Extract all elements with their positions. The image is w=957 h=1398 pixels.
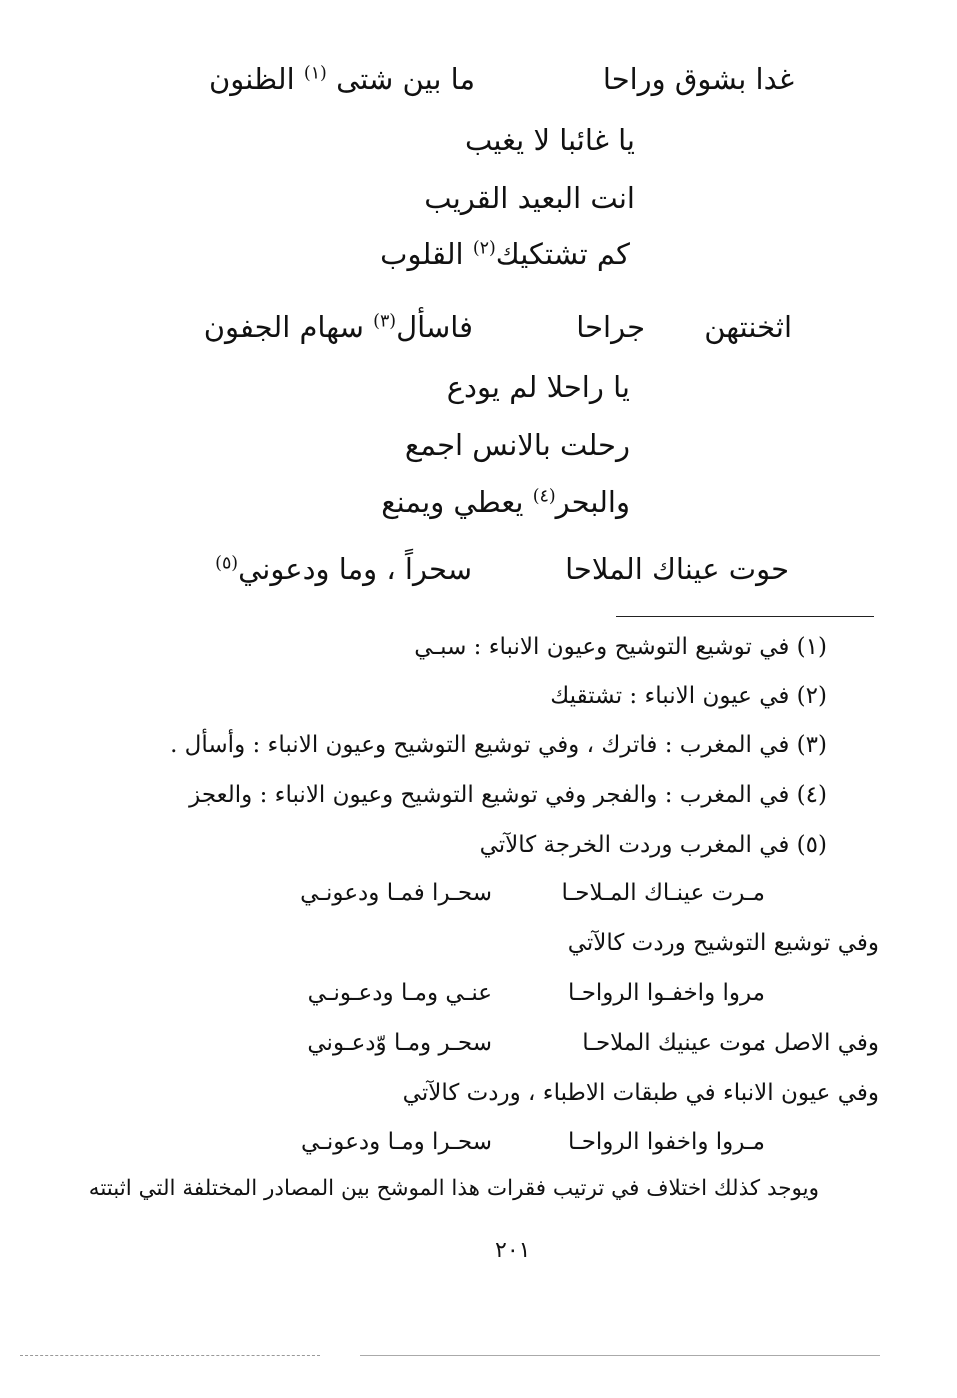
poem-line-8-b: يعطي ويمنع xyxy=(381,485,524,519)
variant-1-right: مـرت عينـاك المـلاحـا xyxy=(561,880,765,906)
poem-line-4-b: القلوب xyxy=(380,237,464,271)
footnote-3: (٣) في المغرب : فاترك ، وفي توشيع التوشيح وعيون الانباء : وأسأل . xyxy=(170,732,827,758)
verse-2-right: اثخنتهن xyxy=(704,310,792,344)
verse-2-left xyxy=(204,310,473,344)
poem-line-2: يا غائبا لا يغيب xyxy=(464,123,635,157)
footnote-para-1: وفي توشيع التوشيح وردت كالآتي xyxy=(567,930,879,956)
verse-1-left xyxy=(209,62,475,96)
poem-line-6: يا راحلا لم يودع xyxy=(446,370,630,404)
footnote-para-3: وفي عيون الانباء في طبقات الاطباء ، وردت كالآتي xyxy=(402,1080,879,1106)
verse-1-right: غدا بشوق وراحا xyxy=(602,62,794,96)
footnote-para-2-a: وفي الاصل : xyxy=(758,1030,879,1056)
variant-1-left: سحـرا فمـا ودعونـي xyxy=(300,880,492,906)
variant-4-left: سحـرا ومـا ودعونـي xyxy=(301,1129,492,1155)
footnote-2: (٢) في عيون الانباء : تشتقيك xyxy=(550,683,827,709)
footnote-mark-5: (٥) xyxy=(215,553,239,574)
poem-line-4 xyxy=(380,237,630,271)
poem-line-8-a: والبحر xyxy=(555,485,630,519)
poem-line-4-a: كم تشتكيك xyxy=(495,237,630,271)
variant-4-right: مـروا واخفوا الرواحـا xyxy=(567,1129,765,1155)
footnote-mark-4: (٤) xyxy=(532,486,556,507)
variant-2-right: مروا واخفـوا الرواحـا xyxy=(567,980,765,1006)
page-number: ٢٠١ xyxy=(495,1238,531,1263)
footnote-5: (٥) في المغرب وردت الخرجة كالآتي xyxy=(479,832,827,858)
footnote-4: (٤) في المغرب : والفجر وفي توشيع التوشيح وعيون الانباء : والعجز xyxy=(189,782,827,808)
poem-line-8 xyxy=(381,485,630,519)
poem-line-7: رحلت بالانس اجمع xyxy=(404,428,630,462)
footnote-para-2-b: موت عينيك الملاحـا xyxy=(582,1030,765,1056)
footnote-para-4: ويوجد كذلك اختلاف في ترتيب فقرات هذا الموشح بين المصادر المختلفة التي اثبتته xyxy=(88,1176,819,1201)
verse-3-left xyxy=(215,552,472,586)
scan-edge-line-left xyxy=(20,1355,320,1356)
verse-1-left-text: ما بين شتى xyxy=(336,62,475,96)
poem-line-3: انت البعيد القريب xyxy=(424,181,635,215)
footnote-separator xyxy=(616,616,874,617)
scan-edge-line-right xyxy=(360,1355,880,1356)
footnote-mark-3: (٣) xyxy=(373,311,397,332)
verse-1-left-tail: الظنون xyxy=(208,62,295,96)
variant-3-left: سحـر ومـا وّدعـوني xyxy=(307,1030,492,1056)
footnote-1: (١) في توشيع التوشيح وعيون الانباء : سبـي xyxy=(414,634,827,660)
verse-3-left-a: سحراً ، وما ودعوني xyxy=(238,552,472,586)
verse-2-left-b: سهام الجفون xyxy=(203,310,364,344)
verse-3-right: حوت عيناك الملاحا xyxy=(565,552,789,586)
variant-2-left: عنـي ومـا ودعـونـي xyxy=(307,980,492,1006)
verse-2-left-a: فاسأل xyxy=(396,310,473,344)
footnote-mark-2: (٢) xyxy=(472,238,496,259)
footnote-mark-1: (١) xyxy=(303,63,327,84)
verse-2-mid: جراحا xyxy=(576,310,645,344)
